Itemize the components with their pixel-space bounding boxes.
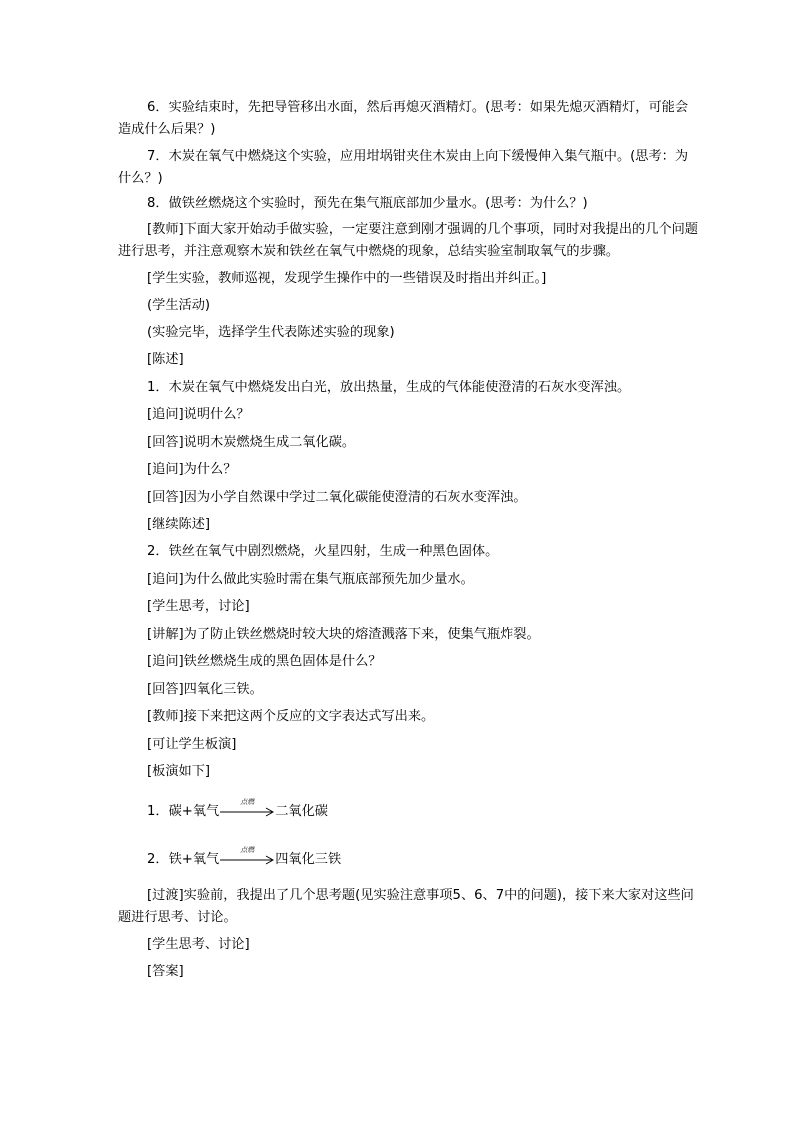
paragraph-student-activity: (学生活动) bbox=[147, 298, 211, 313]
paragraph-note-6: 6．实验结束时，先把导管移出水面，然后再熄灭酒精灯。(思考：如果先熄灭酒精灯，可能会造成什么后果？) bbox=[118, 100, 689, 137]
paragraph-observation-1: 1．木炭在氧气中燃烧发出白光，放出热量，生成的气体能使澄清的石灰水变浑浊。 bbox=[147, 380, 631, 395]
paragraph-question-1: [追问]说明什么？ bbox=[147, 407, 250, 422]
reaction-condition: 点燃 bbox=[240, 846, 255, 854]
paragraph-answer-2: [回答]因为小学自然课中学过二氧化碳能使澄清的石灰水变浑浊。 bbox=[147, 490, 527, 505]
equation-right: 二氧化碳 bbox=[275, 804, 328, 819]
paragraph-observation-2: 2．铁丝在氧气中剧烈燃烧，火星四射，生成一种黑色固体。 bbox=[147, 544, 499, 559]
reaction-condition: 点燃 bbox=[240, 798, 255, 806]
paragraph-board-follows: [板演如下] bbox=[147, 764, 211, 779]
paragraph-continue-statement: [继续陈述] bbox=[147, 517, 211, 532]
paragraph-note-8: 8．做铁丝燃烧这个实验时，预先在集气瓶底部加少量水。(思考：为什么？) bbox=[147, 196, 588, 211]
reaction-arrow-icon bbox=[220, 846, 274, 871]
paragraph-experiment-done: (实验完毕，选择学生代表陈述实验的现象) bbox=[147, 325, 395, 340]
paragraph-answer-heading: [答案] bbox=[147, 964, 184, 979]
paragraph-teacher-instruction: [教师]下面大家开始动手做实验，一定要注意到刚才强调的几个事项，同时对我提出的几个问题进行思考，并注意观察木炭和铁丝在氧气中燃烧的现象，总结实验室制取氧气的步骤。 bbox=[118, 222, 698, 259]
paragraph-student-think-discuss: [学生思考、讨论] bbox=[147, 937, 250, 952]
paragraph-board-demo: [可让学生板演] bbox=[147, 737, 237, 752]
equation-left: 1．碳+氧气 bbox=[147, 804, 220, 819]
paragraph-question-4: [追问]铁丝燃烧生成的黑色固体是什么？ bbox=[147, 654, 382, 669]
paragraph-student-experiment: [学生实验，教师巡视，发现学生操作中的一些错误及时指出并纠正。] bbox=[147, 271, 547, 286]
paragraph-student-discussion: [学生思考，讨论] bbox=[147, 599, 250, 614]
equation-carbon-oxygen bbox=[147, 798, 328, 823]
paragraph-answer-3: [回答]四氧化三铁。 bbox=[147, 682, 263, 697]
equation-iron-oxygen bbox=[147, 846, 342, 871]
paragraph-transition: [过渡]实验前，我提出了几个思考题(见实验注意事项5、6、7中的问题)，接下来大家对这些问题进行思考、讨论。 bbox=[118, 888, 694, 925]
equation-left: 2．铁+氧气 bbox=[147, 852, 220, 867]
paragraph-statement: [陈述] bbox=[147, 352, 184, 367]
paragraph-note-7: 7．木炭在氧气中燃烧这个实验，应用坩埚钳夹住木炭由上向下缓慢伸入集气瓶中。(思考：为什么？) bbox=[118, 149, 689, 186]
paragraph-explanation: [讲解]为了防止铁丝燃烧时较大块的熔渣溅落下来，使集气瓶炸裂。 bbox=[147, 627, 540, 642]
paragraph-question-3: [追问]为什么做此实验时需在集气瓶底部预先加少量水。 bbox=[147, 572, 474, 587]
paragraph-teacher-next: [教师]接下来把这两个反应的文字表达式写出来。 bbox=[147, 709, 435, 724]
equation-right: 四氧化三铁 bbox=[275, 852, 342, 867]
paragraph-answer-1: [回答]说明木炭燃烧生成二氧化碳。 bbox=[147, 435, 356, 450]
reaction-arrow-icon bbox=[220, 798, 274, 823]
paragraph-question-2: [追问]为什么？ bbox=[147, 462, 237, 477]
